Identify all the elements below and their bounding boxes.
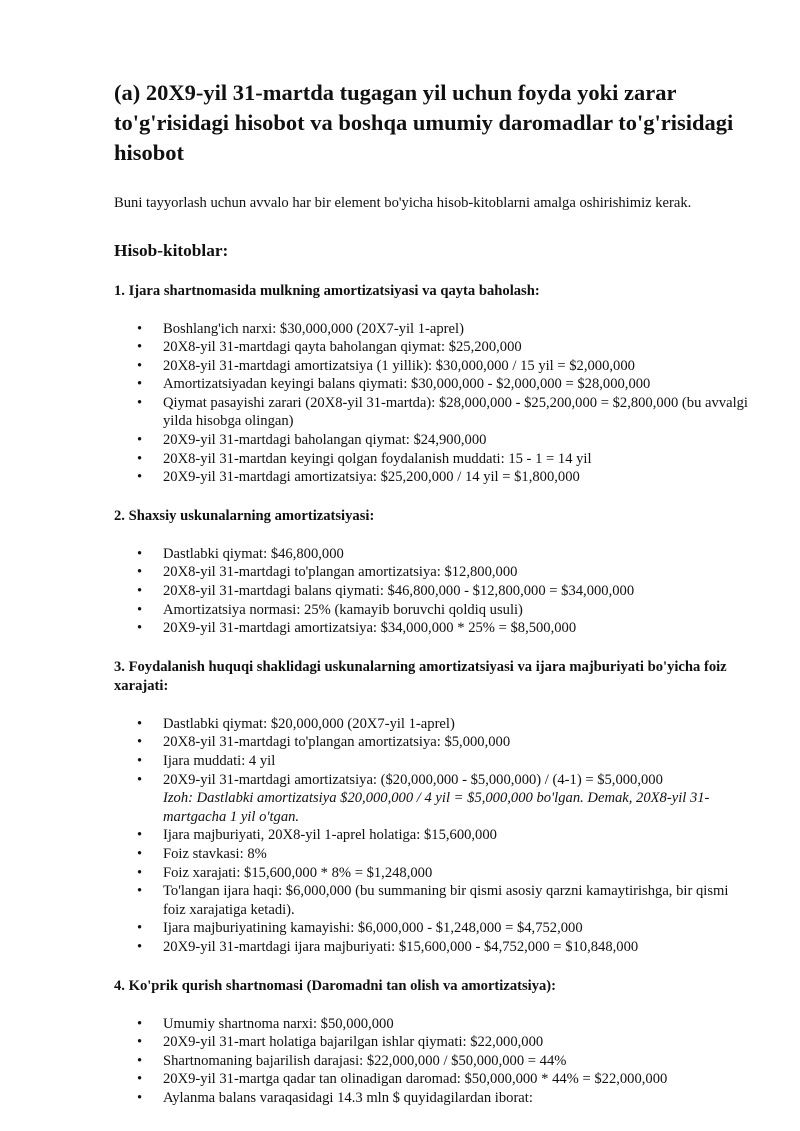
- list-item: • Foiz stavkasi: 8%: [163, 845, 754, 864]
- document-page: [114, 78, 754, 1108]
- bullet-list: [114, 1015, 754, 1108]
- list-item-text: 20X9-yil 31-martdagi amortizatsiya: ($20,000,000 - $5,000,000) / (4-1) = $5,000,000: [163, 771, 663, 788]
- list-item: • 20X8-yil 31-martdagi balans qiymati: $46,800,000 - $12,800,000 = $34,000,000: [163, 582, 754, 601]
- list-item: • Dastlabki qiymat: $20,000,000 (20X7-yil 1-aprel): [163, 715, 754, 734]
- list-item: • 20X8-yil 31-martdagi to'plangan amortizatsiya: $12,800,000: [163, 563, 754, 582]
- list-item: • Amortizatsiya normasi: 25% (kamayib boruvchi qoldiq usuli): [163, 601, 754, 620]
- section-heading: 3. Foydalanish huquqi shaklidagi uskunalarning amortizatsiyasi va ijara majburiyati bo'yicha foiz xarajati:: [114, 658, 727, 694]
- list-item: • Qiymat pasayishi zarari (20X8-yil 31-martda): $28,000,000 - $25,200,000 = $2,800,000 (bu avvalgi yilda hisobga olingan): [163, 394, 754, 431]
- list-item: • 20X8-yil 31-martdagi to'plangan amortizatsiya: $5,000,000: [163, 733, 754, 752]
- list-item: • 20X9-yil 31-martdagi baholangan qiymat: $24,900,000: [163, 431, 754, 450]
- list-item: • Boshlang'ich narxi: $30,000,000 (20X7-yil 1-aprel): [163, 320, 754, 339]
- list-item: • Umumiy shartnoma narxi: $50,000,000: [163, 1015, 754, 1034]
- section-right-of-use-equipment: [114, 658, 754, 957]
- list-item: • Ijara muddati: 4 yil: [163, 752, 754, 771]
- calculations-heading: Hisob-kitoblar:: [114, 240, 229, 260]
- list-item: • 20X9-yil 31-martdagi amortizatsiya: $25,200,000 / 14 yil = $1,800,000: [163, 468, 754, 487]
- list-item: • Shartnomaning bajarilish darajasi: $22,000,000 / $50,000,000 = 44%: [163, 1052, 754, 1071]
- list-item: • Foiz xarajati: $15,600,000 * 8% = $1,248,000: [163, 864, 754, 883]
- list-item: • 20X9-yil 31-martdagi amortizatsiya: $34,000,000 * 25% = $8,500,000: [163, 619, 754, 638]
- list-item: • 20X9-yil 31-martga qadar tan olinadigan daromad: $50,000,000 * 44% = $22,000,000: [163, 1070, 754, 1089]
- list-item: • 20X9-yil 31-mart holatiga bajarilgan ishlar qiymati: $22,000,000: [163, 1033, 754, 1052]
- section-heading: 2. Shaxsiy uskunalarning amortizatsiyasi:: [114, 507, 375, 524]
- list-item: • 20X9-yil 31-martdagi ijara majburiyati: $15,600,000 - $4,752,000 = $10,848,000: [163, 938, 754, 957]
- list-item: • Dastlabki qiymat: $46,800,000: [163, 545, 754, 564]
- section-heading: 4. Ko'prik qurish shartnomasi (Daromadni tan olish va amortizatsiya):: [114, 977, 557, 994]
- list-item: [163, 771, 754, 827]
- list-item: • 20X8-yil 31-martdagi amortizatsiya (1 yillik): $30,000,000 / 15 yil = $2,000,000: [163, 357, 754, 376]
- intro-paragraph: Buni tayyorlash uchun avvalo har bir element bo'yicha hisob-kitoblarni amalga oshirishimiz kerak.: [114, 195, 692, 211]
- list-item: • To'langan ijara haqi: $6,000,000 (bu summaning bir qismi asosiy qarzni kamaytirishga, bir qismi foiz xarajatiga ketadi).: [163, 882, 754, 919]
- document-title: (a) 20X9-yil 31-martda tugagan yil uchun foyda yoki zarar to'g'risidagi hisobot va boshqa umumiy daromadlar to'g'risidagi hisobot: [114, 80, 734, 165]
- section-owned-equipment: [114, 507, 754, 638]
- list-item: • 20X8-yil 31-martdan keyingi qolgan foydalanish muddati: 15 - 1 = 14 yil: [163, 450, 754, 469]
- list-item: • 20X8-yil 31-martdagi qayta baholangan qiymat: $25,200,000: [163, 338, 754, 357]
- list-item: • Ijara majburiyati, 20X8-yil 1-aprel holatiga: $15,600,000: [163, 826, 754, 845]
- section-bridge-contract: [114, 977, 754, 1108]
- bullet-list: [114, 320, 754, 487]
- bullet-list: [114, 545, 754, 638]
- list-item: • Ijara majburiyatining kamayishi: $6,000,000 - $1,248,000 = $4,752,000: [163, 919, 754, 938]
- section-heading: 1. Ijara shartnomasida mulkning amortizatsiyasi va qayta baholash:: [114, 282, 540, 299]
- list-item-note: Izoh: Dastlabki amortizatsiya $20,000,000 / 4 yil = $5,000,000 bo'lgan. Demak, 20X8-yil 31-martgacha 1 yil o'tgan.: [163, 790, 710, 825]
- list-item: • Aylanma balans varaqasidagi 14.3 mln $ quyidagilardan iborat:: [163, 1089, 754, 1108]
- list-item: • Amortizatsiyadan keyingi balans qiymati: $30,000,000 - $2,000,000 = $28,000,000: [163, 375, 754, 394]
- bullet-list: [114, 715, 754, 957]
- section-property-depreciation: [114, 282, 754, 487]
